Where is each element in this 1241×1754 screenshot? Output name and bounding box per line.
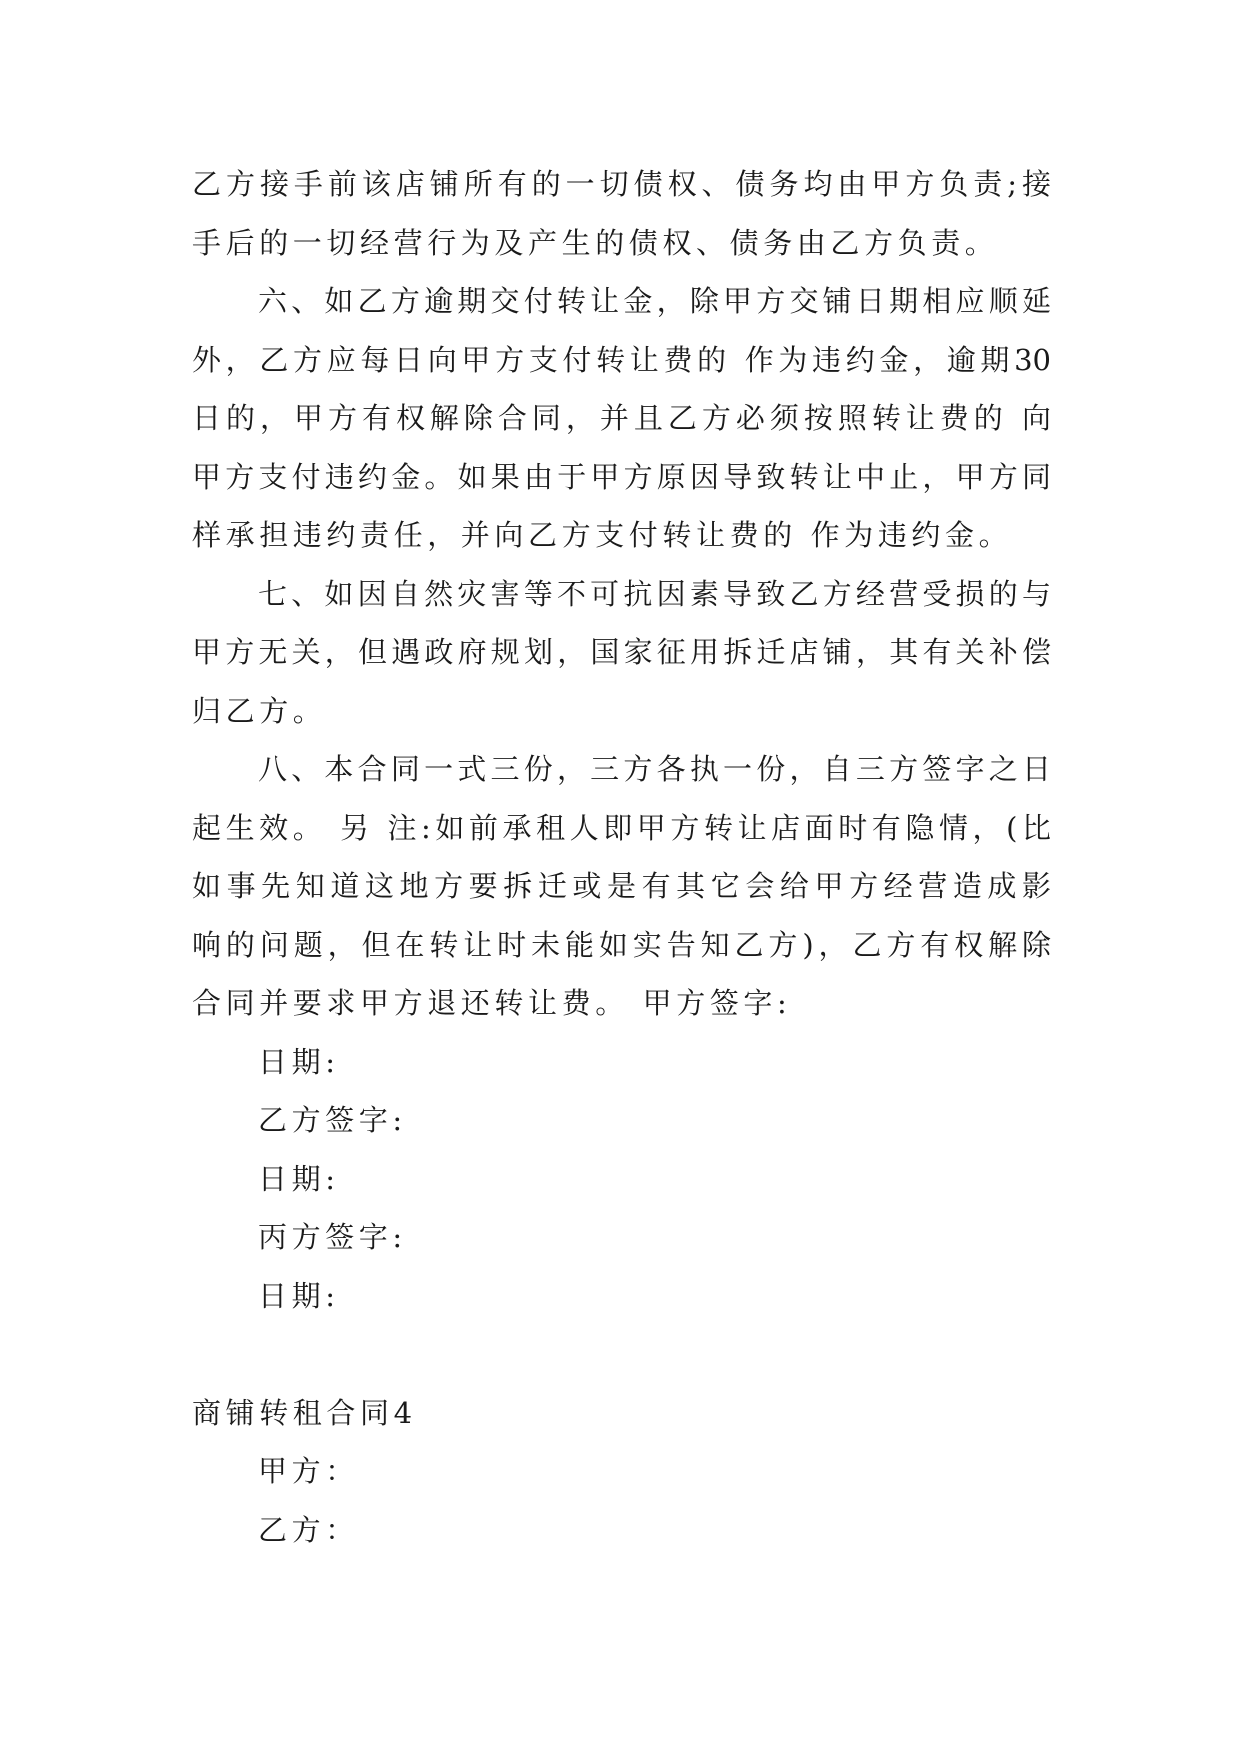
clause6-line-2: 外，乙方应每日向甲方支付转让费的 作为违约金，逾期30 — [192, 342, 1051, 377]
clause8-line-4: 响的问题，但在转让时未能如实告知乙方)，乙方有权解除 — [192, 927, 1051, 962]
clause6-line-3: 日的，甲方有权解除合同，并且乙方必须按照转让费的 向 — [192, 401, 1051, 435]
party-a-label: 甲方： — [258, 1454, 359, 1488]
signature-date-3: 日期: — [258, 1278, 340, 1313]
clause8-line-5: 合同并要求甲方退还转让费。 甲方签字: — [192, 986, 792, 1020]
clause8-line-2: 起生效。 另 注:如前承租人即甲方转让店面时有隐情，(比 — [192, 810, 1051, 845]
spacer — [192, 1325, 1051, 1384]
signature-date-1: 日期: — [258, 1044, 340, 1079]
party-b-label: 乙方： — [258, 1512, 359, 1547]
clause6-line-1: 六、如乙方逾期交付转让金，除甲方交铺日期相应顺延 — [258, 284, 1051, 318]
signature-party-b: 乙方签字: — [258, 1103, 407, 1137]
clause6-line-4: 甲方支付违约金。如果由于甲方原因导致转让中止，甲方同 — [192, 459, 1051, 494]
clause8-line-3: 如事先知道这地方要拆迁或是有其它会给甲方经营造成影 — [192, 869, 1051, 903]
clause5-line-2: 手后的一切经营行为及产生的债权、债务由乙方负责。 — [192, 225, 999, 260]
clause6-line-5: 样承担违约责任，并向乙方支付转让费的 作为违约金。 — [192, 518, 1013, 552]
signature-party-c: 丙方签字: — [258, 1220, 407, 1254]
clause5-line-1: 乙方接手前该店铺所有的一切债权、债务均由甲方负责;接 — [192, 167, 1051, 201]
document-body — [192, 155, 1051, 1559]
clause8-line-1: 八、本合同一式三份，三方各执一份，自三方签字之日 — [258, 752, 1051, 786]
next-contract-title: 商铺转租合同4 — [192, 1395, 417, 1430]
clause7-line-2: 甲方无关，但遇政府规划，国家征用拆迁店铺，其有关补偿 — [192, 635, 1051, 669]
signature-date-2: 日期: — [258, 1161, 340, 1196]
clause7-line-1: 七、如因自然灾害等不可抗因素导致乙方经营受损的与 — [258, 576, 1051, 611]
clause7-line-3: 归乙方。 — [192, 693, 327, 728]
